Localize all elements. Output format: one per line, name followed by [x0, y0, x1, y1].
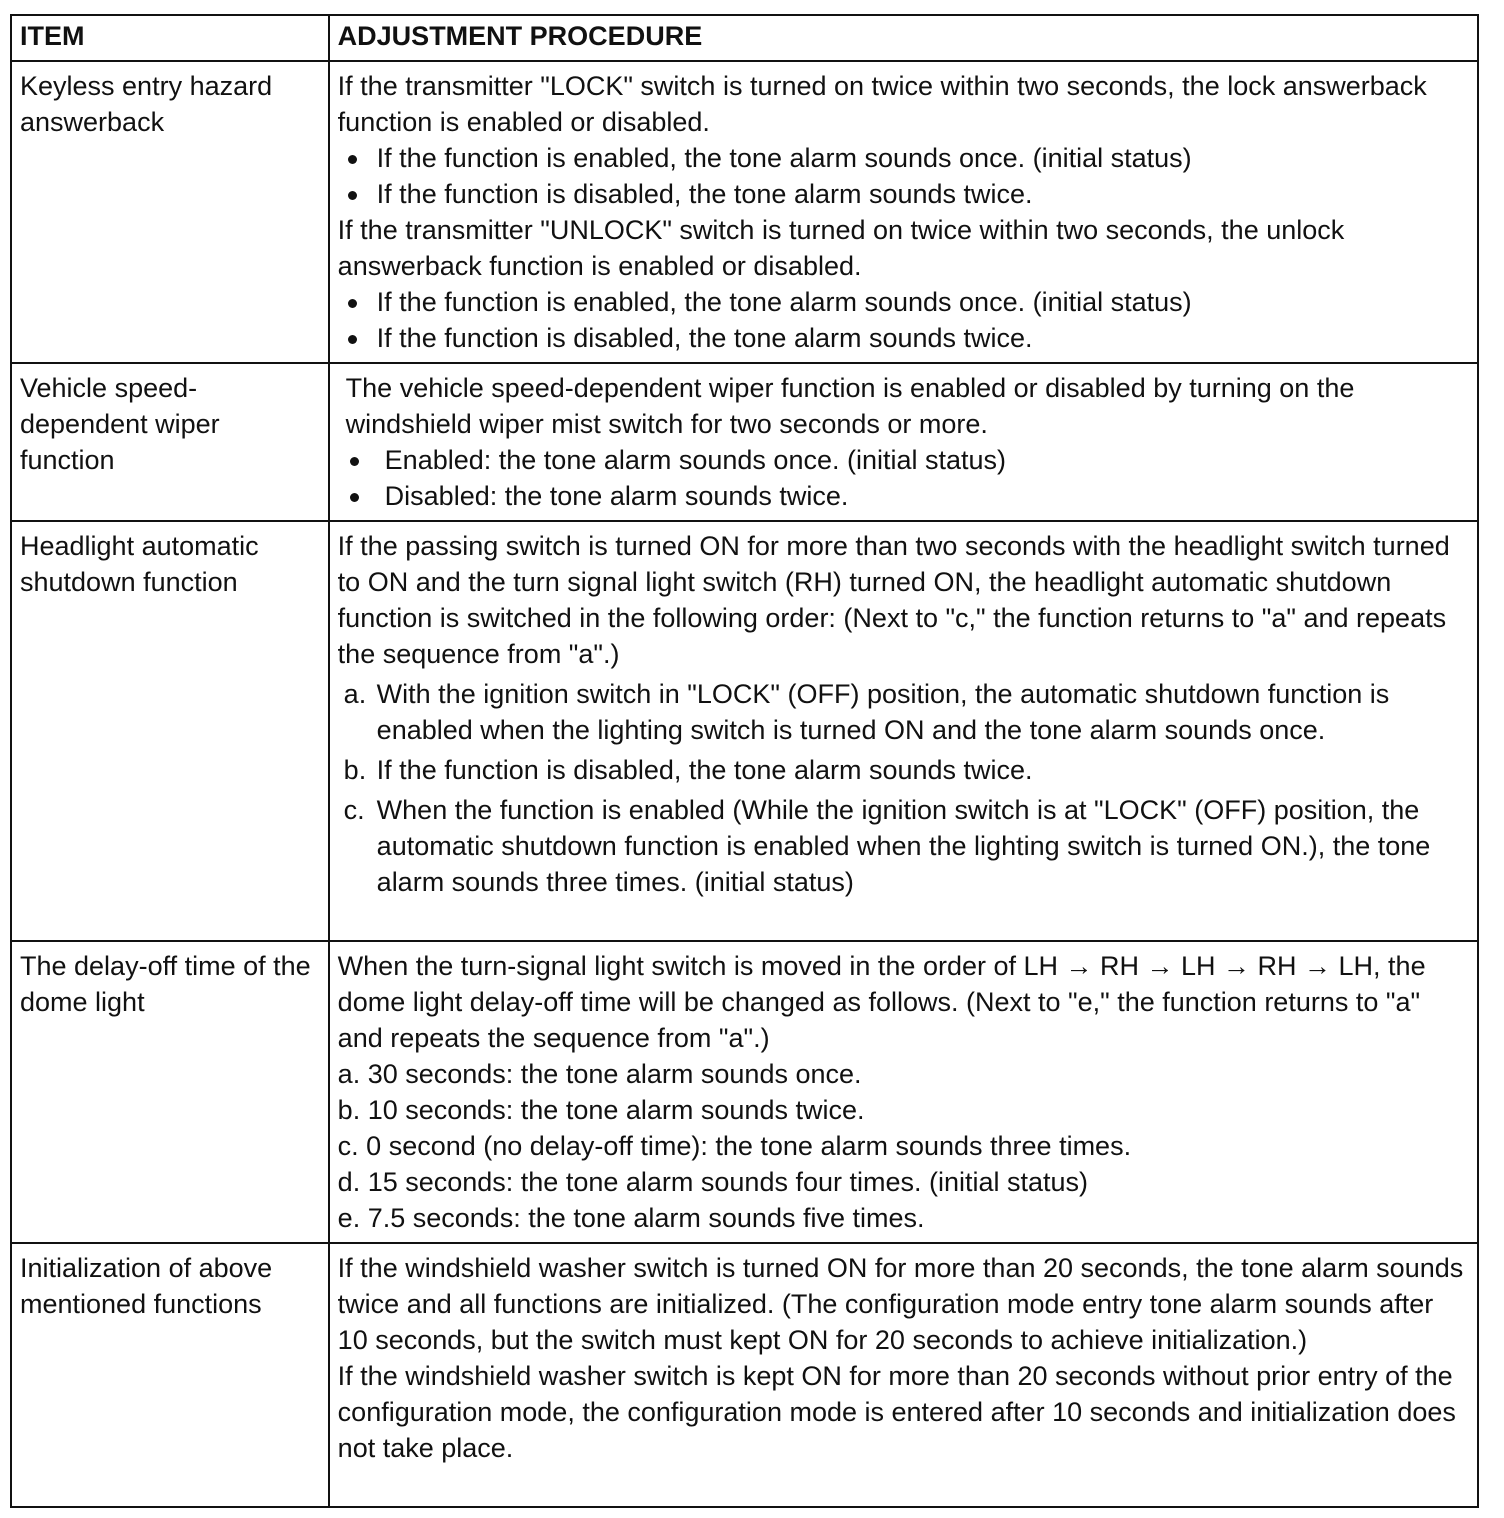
item-cell: Keyless entry hazard answerback: [11, 61, 329, 363]
procedure-cell: [329, 941, 1478, 1243]
bullet-icon: [348, 335, 357, 344]
bullet-icon: [350, 457, 359, 466]
item-cell: Headlight automatic shutdown function: [11, 521, 329, 941]
header-procedure: ADJUSTMENT PROCEDURE: [329, 15, 1478, 61]
bullet-icon: [348, 191, 357, 200]
paragraph: When the turn-signal light switch is moved in the order of LH → RH → LH → RH → LH, the dome light delay-off time will be changed as follows. (Next to "e," the function returns to "a" and repeats the sequence from "a".): [337, 951, 1426, 1053]
procedure-cell: [329, 363, 1478, 521]
paragraph: If the transmitter "UNLOCK" switch is turned on twice within two seconds, the unlock answerback function is enabled or disabled.: [337, 215, 1345, 281]
table-row: [11, 363, 1478, 521]
lettered-item: b. If the function is disabled, the tone alarm sounds twice.: [343, 755, 1033, 785]
lettered-item: a. With the ignition switch in "LOCK" (OFF) position, the automatic shutdown function is enabled when the lighting switch is turned ON and the tone alarm sounds once.: [343, 679, 1390, 745]
table-row: [11, 1243, 1478, 1507]
paragraph: The vehicle speed-dependent wiper function is enabled or disabled by turning on the windshield wiper mist switch for two seconds or more.: [345, 373, 1355, 439]
table-header-row: [11, 15, 1478, 61]
list-item: e. 7.5 seconds: the tone alarm sounds five times.: [337, 1203, 925, 1233]
item-cell: Initialization of above mentioned functions: [11, 1243, 329, 1507]
paragraph: If the transmitter "LOCK" switch is turned on twice within two seconds, the lock answerback function is enabled or disabled.: [337, 71, 1427, 137]
list-item: d. 15 seconds: the tone alarm sounds four times. (initial status): [337, 1167, 1089, 1197]
list-item: c. 0 second (no delay-off time): the tone alarm sounds three times.: [337, 1131, 1132, 1161]
bullet-icon: [348, 299, 357, 308]
bullet-item: Disabled: the tone alarm sounds twice.: [338, 478, 1469, 514]
bullet-icon: [348, 155, 357, 164]
bullet-item: If the function is disabled, the tone alarm sounds twice.: [338, 320, 1469, 356]
table-row: [11, 941, 1478, 1243]
procedure-cell: [329, 61, 1478, 363]
bullet-item: If the function is enabled, the tone alarm sounds once. (initial status): [338, 140, 1469, 176]
item-cell: The delay-off time of the dome light: [11, 941, 329, 1243]
item-cell: Vehicle speed-dependent wiper function: [11, 363, 329, 521]
lettered-item: c. When the function is enabled (While the ignition switch is at "LOCK" (OFF) position, the automatic shutdown function is enabled when the lighting switch is turned ON.), the tone alarm sounds three times. (initial status): [343, 795, 1431, 897]
bullet-item: If the function is disabled, the tone alarm sounds twice.: [338, 176, 1469, 212]
list-item: a. 30 seconds: the tone alarm sounds once.: [337, 1059, 862, 1089]
procedure-cell: [329, 521, 1478, 941]
adjustment-procedure-table: [10, 14, 1479, 1508]
paragraph: If the windshield washer switch is kept ON for more than 20 seconds without prior entry of the configuration mode, the configuration mode is entered after 10 seconds and initialization does not take place.: [337, 1361, 1456, 1463]
table-row: [11, 521, 1478, 941]
list-item: b. 10 seconds: the tone alarm sounds twice.: [337, 1095, 865, 1125]
paragraph: If the passing switch is turned ON for more than two seconds with the headlight switch turned to ON and the turn signal light switch (RH) turned ON, the headlight automatic shutdown function is switched in the following order: (Next to "c," the function returns to "a" and repeats the sequence from "a".): [337, 531, 1450, 669]
table-row: [11, 61, 1478, 363]
bullet-item: If the function is enabled, the tone alarm sounds once. (initial status): [338, 284, 1469, 320]
procedure-cell: [329, 1243, 1478, 1507]
header-item: ITEM: [11, 15, 329, 61]
bullet-item: Enabled: the tone alarm sounds once. (initial status): [338, 442, 1469, 478]
paragraph: If the windshield washer switch is turned ON for more than 20 seconds, the tone alarm sounds twice and all functions are initialized. (The configuration mode entry tone alarm sounds after 10 seconds, but the switch must kept ON for 20 seconds to achieve initialization.): [337, 1253, 1464, 1355]
bullet-icon: [350, 493, 359, 502]
